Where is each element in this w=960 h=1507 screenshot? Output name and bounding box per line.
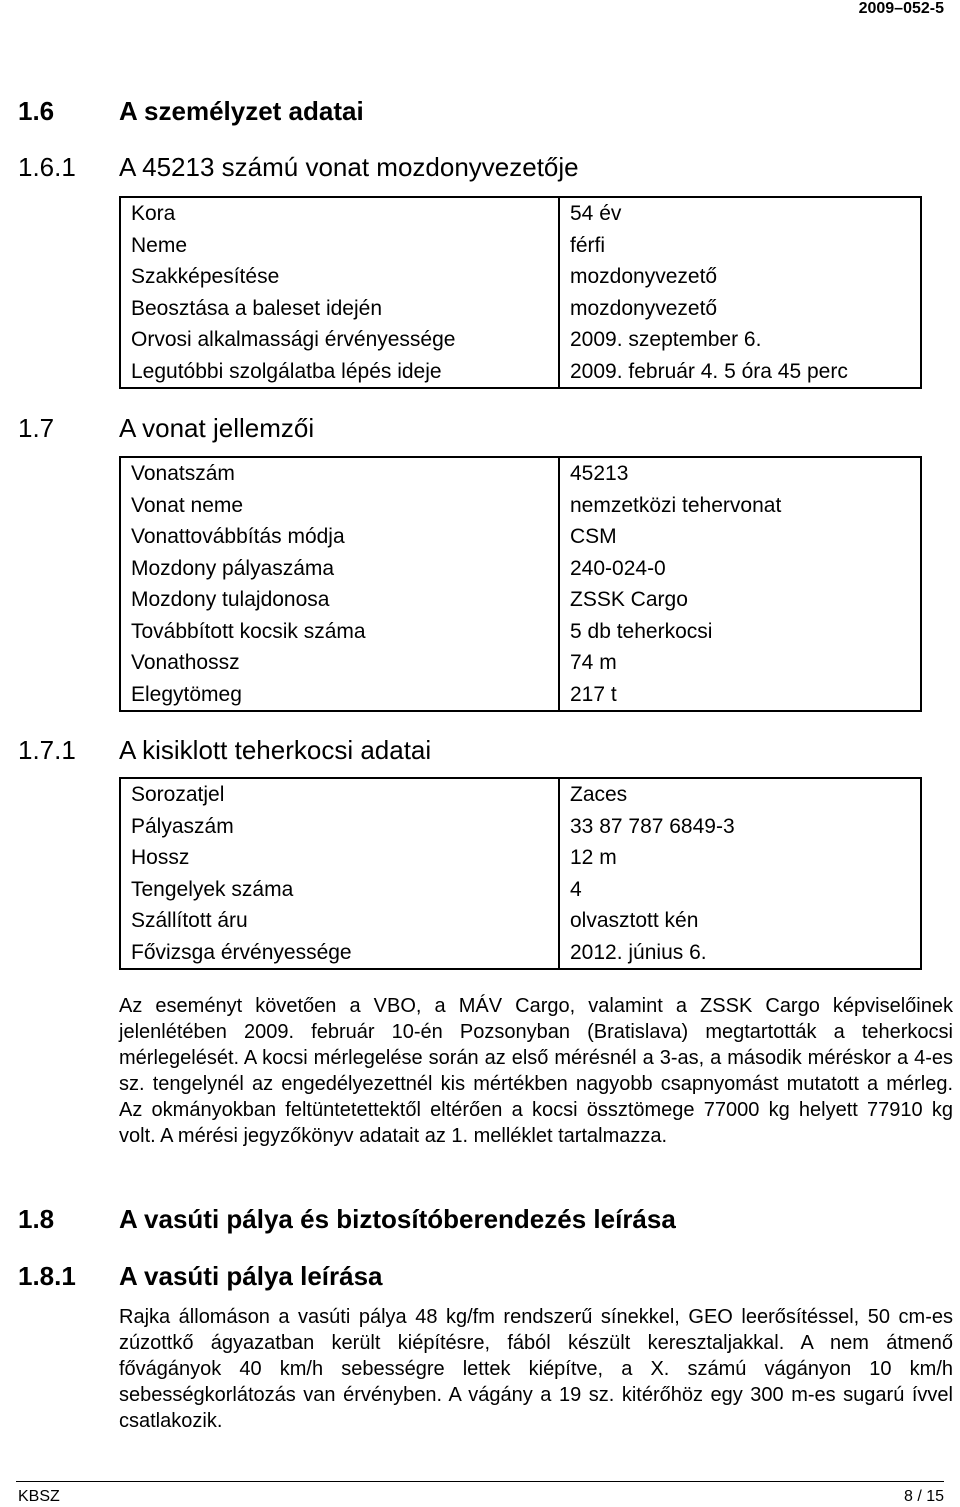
row-label: Vonathossz bbox=[131, 651, 240, 674]
row-label: Szállított áru bbox=[131, 909, 248, 932]
row-value: 54 év bbox=[570, 202, 622, 225]
table-row bbox=[121, 811, 920, 843]
row-label: Hossz bbox=[131, 846, 190, 869]
table-row bbox=[121, 584, 920, 616]
section-number: 1.7.1 bbox=[18, 735, 76, 765]
section-1-8-1-heading bbox=[18, 1261, 383, 1291]
row-label: Vonattovábbítás módja bbox=[131, 525, 345, 548]
table-row bbox=[121, 324, 920, 356]
section-1-8-heading bbox=[18, 1204, 676, 1234]
table-row bbox=[121, 937, 920, 969]
row-value: férfi bbox=[570, 233, 606, 257]
table-row bbox=[121, 679, 920, 711]
row-label: Pályaszám bbox=[131, 814, 234, 838]
row-label: Fővizsga érvényessége bbox=[131, 940, 352, 964]
row-value: olvasztott kén bbox=[570, 909, 699, 932]
row-label: Neme bbox=[131, 233, 188, 257]
table-row bbox=[121, 458, 920, 490]
table-row bbox=[121, 905, 920, 937]
row-label: Mozdony tulajdonosa bbox=[131, 588, 330, 611]
section-number: 1.6 bbox=[18, 96, 55, 126]
track-description-paragraph: Rajka állomáson a vasúti pálya 48 kg/fm rendszerű sínekkel, GEO leerősítéssel, 50 cm-es zúzottkő ágyazatban került kiépítésre, fából készült keresztaljakkal. A nem átmenő fővágányok 40 km/h sebességre lettek kiépítve, a X. számú vágányon 10 km/h sebességkorlátozás van érvényben. A vágány a 19 sz. kitérőhöz egy 300 m-es sugarú ívvel csatlakozik. bbox=[119, 1306, 953, 1432]
row-label: Kora bbox=[131, 202, 176, 225]
row-value: 4 bbox=[570, 877, 582, 901]
section-title: A vonat jellemzői bbox=[119, 413, 315, 443]
row-value: nemzetközi tehervonat bbox=[570, 493, 782, 517]
table-row bbox=[121, 490, 920, 522]
driver-data-table bbox=[119, 196, 922, 389]
section-title: A vasúti pálya és biztosítóberendezés leírása bbox=[119, 1204, 676, 1234]
weighing-paragraph: Az eseményt követően a VBO, a MÁV Cargo, valamint a ZSSK Cargo képviselőinek jelenlétében 2009. február 10-én Pozsonyban (Bratislava) megtartották a teherkocsi mérlegelését. A kocsi mérlegelése során az első mérésnél a 3-as, a második méréskor a 4-es sz. tengelynél az engedélyezettnél kis mértékben nagyobb csapnyomást mutatott a mérleg. Az okmányokban feltüntetettektől eltérően a kocsi össztömege 77000 kg helyett 77910 kg volt. A mérési jegyzőkönyv adatait az 1. melléklet tartalmazza. bbox=[119, 995, 953, 1147]
row-value: 240-024-0 bbox=[570, 556, 666, 580]
section-number: 1.7 bbox=[18, 413, 55, 443]
section-number: 1.8 bbox=[18, 1204, 55, 1234]
row-label: Mozdony pályaszáma bbox=[131, 556, 335, 580]
table-row bbox=[121, 616, 920, 648]
row-value: 217 t bbox=[570, 682, 617, 706]
section-title: A vasúti pálya leírása bbox=[119, 1261, 383, 1291]
row-value: 2009. szeptember 6. bbox=[570, 328, 762, 351]
row-value: ZSSK Cargo bbox=[570, 588, 688, 611]
section-title: A 45213 számú vonat mozdonyvezetője bbox=[119, 152, 579, 182]
section-1-7-1-heading bbox=[18, 735, 431, 765]
row-value: 45213 bbox=[570, 462, 629, 485]
row-label: Beosztása a baleset idején bbox=[131, 296, 383, 320]
section-1-7-heading bbox=[18, 413, 314, 443]
row-label: Szakképesítése bbox=[131, 265, 280, 288]
row-value: mozdonyvezető bbox=[570, 296, 718, 320]
row-label: Sorozatjel bbox=[131, 783, 225, 806]
section-1-6-1-heading bbox=[18, 152, 579, 182]
row-value: Zaces bbox=[570, 783, 628, 806]
table-row bbox=[121, 198, 920, 230]
table-row bbox=[121, 874, 920, 906]
row-value: 12 m bbox=[570, 846, 617, 869]
footer-organization: KBSZ bbox=[18, 1488, 60, 1505]
table-row bbox=[121, 261, 920, 293]
table-row bbox=[121, 647, 920, 679]
row-label: Elegytömeg bbox=[131, 682, 242, 706]
page-number: 8 / 15 bbox=[903, 1488, 944, 1505]
row-value: mozdonyvezető bbox=[570, 265, 718, 288]
row-label: Tengelyek száma bbox=[131, 877, 294, 901]
row-label: Vonatszám bbox=[131, 462, 235, 485]
row-label: Orvosi alkalmassági érvényessége bbox=[131, 328, 456, 351]
section-1-6-heading bbox=[18, 96, 364, 126]
section-title: A személyzet adatai bbox=[119, 96, 364, 126]
row-value: CSM bbox=[570, 525, 617, 548]
table-row bbox=[121, 293, 920, 325]
row-label: Legutóbbi szolgálatba lépés ideje bbox=[131, 359, 442, 383]
footer-divider bbox=[16, 1481, 944, 1482]
row-value: 74 m bbox=[570, 651, 617, 674]
table-row bbox=[121, 842, 920, 874]
document-reference: 2009–052-5 bbox=[858, 0, 944, 17]
table-row bbox=[121, 779, 920, 811]
section-title: A kisiklott teherkocsi adatai bbox=[119, 735, 432, 765]
row-value: 2009. február 4. 5 óra 45 perc bbox=[570, 359, 848, 383]
row-label: Továbbított kocsik száma bbox=[131, 619, 366, 643]
table-row bbox=[121, 230, 920, 262]
section-number: 1.8.1 bbox=[18, 1261, 76, 1291]
train-data-table bbox=[119, 456, 922, 712]
section-number: 1.6.1 bbox=[18, 152, 76, 182]
row-label: Vonat neme bbox=[131, 493, 244, 517]
row-value: 5 db teherkocsi bbox=[570, 619, 713, 643]
table-row bbox=[121, 553, 920, 585]
wagon-data-table bbox=[119, 777, 922, 970]
table-row bbox=[121, 521, 920, 553]
row-value: 2012. június 6. bbox=[570, 940, 707, 964]
row-value: 33 87 787 6849-3 bbox=[570, 814, 735, 838]
table-row bbox=[121, 356, 920, 388]
